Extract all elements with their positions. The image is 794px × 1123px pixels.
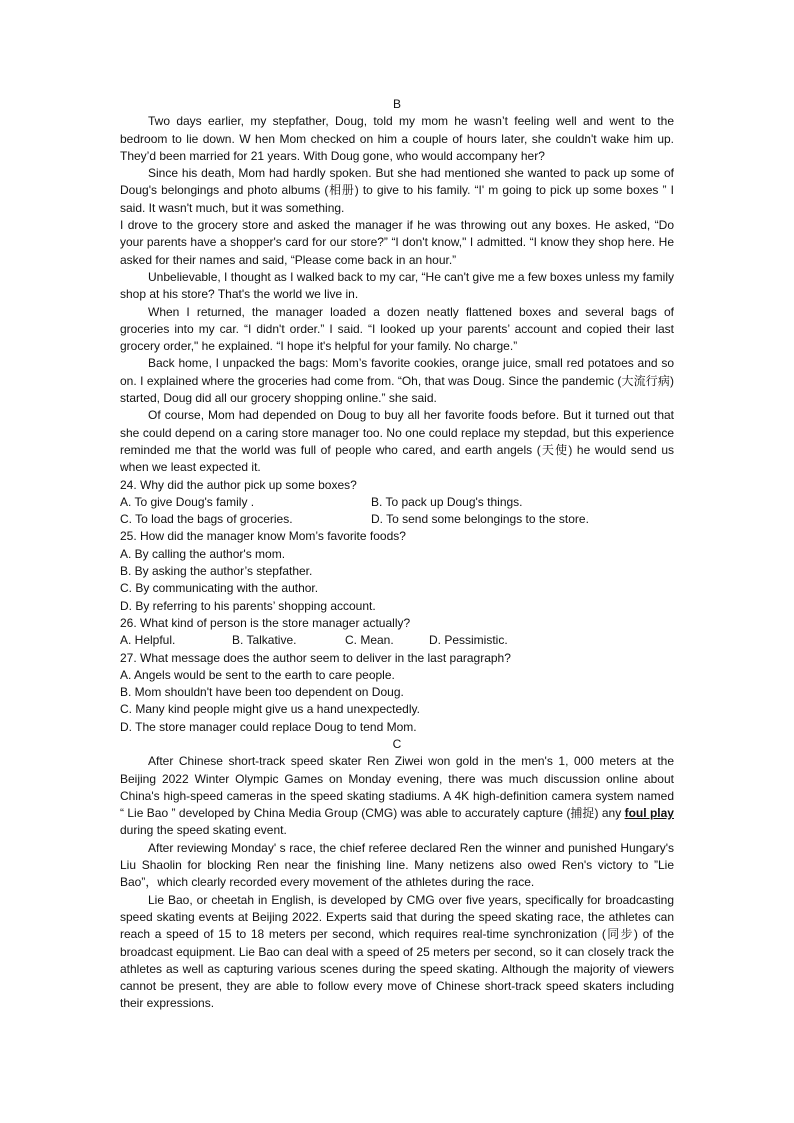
passage-paragraph: Lie Bao, or cheetah in English, is developed by CMG over five years, specifically for broadcasting speed skating events at Beijing 2022. Experts said that during the speed skating race, the athletes can reach a speed of 15 to 18 meters per second, which requires real-time synchronization (同步) of the broadcast equipment. Lie Bao can deal with a speed of 25 meters per second, so it can closely track the athletes as well as capturing various scenes during the speed skating. Although the majority of viewers cannot be present, they are able to follow every move of Chinese short-track speed skaters including their expressions. <box>120 892 674 1011</box>
option-d: D. To send some belongings to the store. <box>371 512 589 527</box>
option-a: A. Angels would be sent to the earth to care people. <box>120 667 395 682</box>
passage-paragraph: Unbelievable, I thought as I walked back to my car, “He can't give me a few boxes unless my family shop at his store? That's the world we live in. <box>120 269 674 302</box>
paragraph-text: during the speed skating event. <box>120 823 287 838</box>
option-b: B. To pack up Doug's things. <box>371 494 523 509</box>
question-24-options-row1 <box>120 494 674 511</box>
exam-page <box>120 96 674 1013</box>
option-d: D. Pessimistic. <box>429 633 508 648</box>
option-a: A. Helpful. <box>120 633 176 648</box>
passage-paragraph: When I returned, the manager loaded a dozen neatly flattened boxes and several bags of groceries into my car. “I didn't order.” I said. “I looked up your parents’ account and copied their last grocery order," he explained. “I hope it's helpful for your family. No charge.” <box>120 304 674 354</box>
passage-paragraph: I drove to the grocery store and asked the manager if he was throwing out any boxes. He asked, “Do your parents have a shopper's card for our store?” “I don't know," I admitted. “I know they shop here. He asked for their names and said, “Please come back in an hour.” <box>120 218 674 267</box>
section-b-heading: B <box>392 97 401 111</box>
question-27-stem: 27. What message does the author seem to deliver in the last paragraph? <box>120 650 511 665</box>
passage-paragraph: Two days earlier, my stepfather, Doug, told my mom he wasn’t feeling well and went to the bedroom to lie down. W hen Mom checked on him a couple of hours later, she couldn't wake him up. They’d been married for 21 years. With Doug gone, who would accompany her? <box>120 114 674 163</box>
passage-paragraph <box>120 753 674 839</box>
option-c: C. Many kind people might give us a hand unexpectedly. <box>120 702 420 717</box>
passage-paragraph: Of course, Mom had depended on Doug to buy all her favorite foods before. But it turned out that she could depend on a caring store manager too. No one could replace my stepdad, but this experience reminded me that the world was full of people who cared, and earth angels (天使) he would send us when we least expected it. <box>120 408 674 475</box>
section-c-heading: C <box>392 736 402 751</box>
question-26-stem: 26. What kind of person is the store manager actually? <box>120 615 411 630</box>
question-25-stem: 25. How did the manager know Mom’s favorite foods? <box>120 529 406 544</box>
option-d: D. The store manager could replace Doug to tend Mom. <box>120 719 417 734</box>
option-b: B. Mom shouldn't have been too dependent on Doug. <box>120 685 404 700</box>
option-b: B. Talkative. <box>232 633 297 648</box>
question-24-stem: 24. Why did the author pick up some boxes? <box>120 477 357 492</box>
option-b: B. By asking the author’s stepfather. <box>120 564 313 579</box>
option-a: A. To give Doug's family . <box>120 494 255 509</box>
question-24-options-row2 <box>120 511 674 528</box>
paragraph-text: After Chinese short-track speed skater Ren Ziwei won gold in the men's 1, 000 meters at the Beijing 2022 Winter Olympic Games on Monday evening, there was much discussion online about China's high-speed cameras in the speed skating stadiums. A 4K high-definition camera system named “ Lie Bao ” developed by China Media Group (CMG) was able to accurately capture (捕捉) any <box>120 754 674 821</box>
underlined-term: foul play <box>624 806 674 821</box>
passage-paragraph: After reviewing Monday' s race, the chief referee declared Ren the winner and punished Hungary's Liu Shaolin for blocking Ren near the finishing line. Many netizens also owed Ren's victory to ”Lie Bao”，which clearly recorded every movement of the athletes during the race. <box>120 840 674 890</box>
option-c: C. By communicating with the author. <box>120 581 319 596</box>
passage-paragraph: Since his death, Mom had hardly spoken. But she had mentioned she wanted to pack up some of Doug's belongings and photo albums (相册) to give to his family. “I' m going to pick up some boxes ” I said. It wasn't much, but it was something. <box>120 166 674 215</box>
question-26-options <box>120 632 674 649</box>
option-c: C. To load the bags of groceries. <box>120 512 293 527</box>
option-c: C. Mean. <box>345 633 394 648</box>
passage-paragraph: Back home, I unpacked the bags: Mom’s favorite cookies, orange juice, small red potatoes and so on. I explained where the groceries had come from. “Oh, that was Doug. Since the pandemic (大流行病) started, Doug did all our grocery shopping online.” she said. <box>120 356 674 406</box>
option-d: D. By referring to his parents’ shopping account. <box>120 598 376 613</box>
option-a: A. By calling the author's mom. <box>120 546 286 561</box>
